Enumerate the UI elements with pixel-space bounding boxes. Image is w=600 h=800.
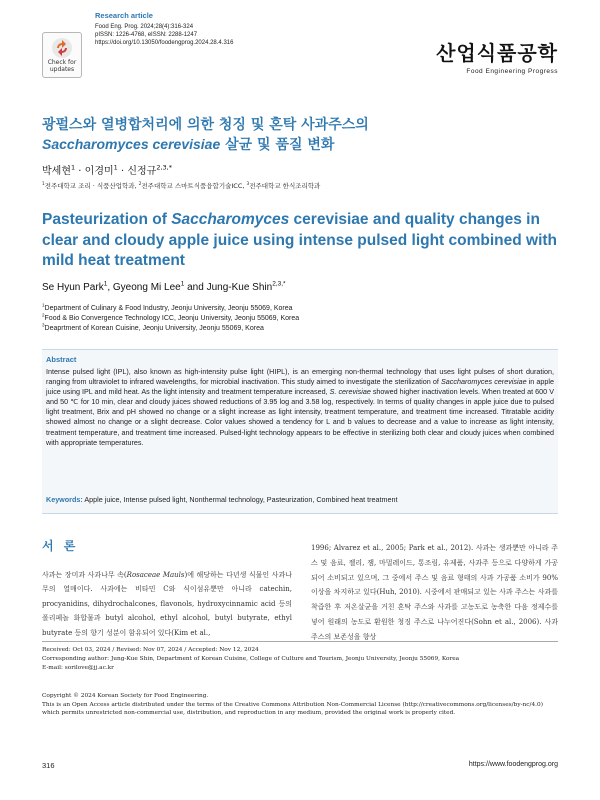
- affil-ko-1: 전주대학교 조리 · 식품산업학과,: [44, 182, 139, 190]
- author-en-1: Se Hyun Park: [42, 282, 104, 293]
- abstract-species-2: S. cerevisiae: [329, 387, 371, 397]
- journal-name-en: Food Engineering Progress: [466, 68, 558, 75]
- affil-en-sup-2: 2: [42, 312, 45, 318]
- author-ko-2: 이경미: [84, 166, 114, 177]
- intro-left-part2: )에 해당하는 다년생 식물인 사과나무의 열매이다. 사과에는 비타민 C와 식이섬유뿐만 아니라 catechin, procyanidins, dihydrochalcones, flavonols, hydroxycinnamic acid 등의 폴리페놀 화합물과 butyl alcohol, ethyl alcohol, butyl butyrate, ethyl butyrate 등의 향기 성분이 함유되어 있다(Kim et al.,: [42, 571, 292, 637]
- journal-logo-ko: 산업식품공학: [436, 41, 558, 65]
- abstract-part3: showed higher inactivation levels. When treated at 600 V and 50 ℃ for 10 min, clear and cloudy juices showed reductions of 3.95 log and 3.58 log, respectively. In terms of quality changes in apple juice due to pulsed light treatment, Brix and pH showed no change or a slight increase as light intensity, treatment temperature, and treatment time increased. Titratable acidity showed almost no change or a slight decrease. Color values showed a tendency for L and b values to decrease and a value to increase as light intensity, treatment temperature, and treatment time increased. Pulsed-light technology appears to be effective in sterilizing both clear and cloudy juices when combined with appropriate temperatures.: [46, 387, 554, 447]
- affil-en-2: [42, 314, 299, 324]
- page-number: 316: [42, 761, 55, 770]
- keywords: [46, 495, 397, 504]
- authors-english: [42, 282, 286, 293]
- affil-ko-sup-2: 2: [138, 180, 142, 186]
- author-sep: ·: [75, 166, 85, 177]
- author-ko-1: 박세현: [42, 166, 71, 177]
- affil-ko-2: 전주대학교 스마트식품융합기술ICC,: [141, 182, 247, 190]
- authors-korean: [42, 162, 172, 177]
- abstract-species-1: Saccharomyces cerevisiae: [440, 377, 527, 387]
- affil-en-text-1: Department of Culinary & Food Industry, Jeonju University, Jeonju 55069, Korea: [44, 305, 293, 312]
- intro-left-part1: 사과는 장미과 사과나무 속(: [42, 571, 127, 579]
- author-en-3: Jung-Kue Shin: [206, 282, 273, 293]
- affil-en-sup-3: 3: [42, 322, 45, 328]
- author-en-1-sup: 1: [103, 280, 108, 288]
- license-text: This is an Open Access article distributed under the terms of the Creative Commons Attribution Non-Commercial License (http://creativecommons.org/licenses/by-nc/4.0) which permits unrestricted non-commercial use, distribution, and reproduction in any medium, provided the original work is properly cited.: [42, 701, 543, 717]
- affil-en-text-3: Deaprtment of Korean Cuisine, Jeonju University, Jeonju 55069, Korea: [44, 325, 264, 332]
- affil-ko-3: 전주대학교 한식조리학과: [249, 182, 321, 190]
- author-sep: ·: [117, 166, 128, 177]
- author-en-2-sup: 1: [180, 280, 185, 288]
- doi-link[interactable]: https://doi.org/10.13050/foodengprog.2024.28.4.316: [95, 40, 234, 46]
- badge-label: Check for updates: [47, 59, 77, 73]
- affil-ko-sup-3: 3: [246, 180, 250, 186]
- affiliations-korean: [42, 181, 320, 190]
- abstract-part1: Intense pulsed light (IPL), also known as high-intensity pulse light (HIPL), is an emerging non-thermal technology that uses light pulses of short duration, ranging from ultraviolet to infrared wavelengths, for microbial inactivation. This study aimed to investigate the sterilization of: [46, 367, 554, 387]
- keywords-list: Apple juice, Intense pulsed light, Nonthermal technology, Pasteurization, Combined heat treatment: [82, 495, 398, 504]
- abstract-text: [46, 367, 554, 448]
- footer-divider: [42, 641, 558, 642]
- copyright-line: Copyright © 2024 Korean Society for Food Engineering.: [42, 693, 209, 699]
- title-en-part1: Pasteurization of: [42, 211, 172, 228]
- abstract-heading: Abstract: [46, 355, 77, 364]
- intro-column-left: [42, 568, 292, 640]
- title-en-species: Saccharomyces: [171, 211, 290, 228]
- bookmark-update-icon: [51, 37, 73, 59]
- author-ko-3: 신정규: [127, 166, 157, 177]
- check-for-updates-badge[interactable]: [42, 32, 82, 78]
- affiliations-english: [42, 304, 299, 334]
- corresponding-email[interactable]: E-mail: sorilove@jj.ac.kr: [42, 665, 114, 671]
- affil-en-text-2: Food & Bio Convergence Technology ICC, Jeonju University, Jeonju 55069, Korea: [44, 315, 300, 322]
- intro-column-right: 1996; Alvarez et al., 2005; Park et al., 2012). 사과는 생과뿐만 아니라 주스 및 음료, 젤리, 잼, 마멀레이드, 통조림, 유제품, 사과주 등으로 다양하게 가공되어 소비되고 있으며, 그 중에서 주스 및 음료 형태의 사과 가공품 소비가 90% 이상을 차지하고 있다(Huh, 2010). 시중에서 판매되고 있는 사과 주스는 사과를 착즙한 후 저온살균을 거친 혼탁 주스와 사과를 고농도로 농축한 다음 정제수를 넣어 원래의 농도로 환원한 청징 주스로 나누어진다(Sohn et al., 2006). 사과 주스의 보존성을 향상: [311, 544, 558, 641]
- title-ko-line2: 살균 및 품질 변화: [220, 137, 335, 153]
- author-en-and: and: [184, 282, 207, 293]
- journal-website-link[interactable]: https://www.foodengprog.org: [468, 761, 558, 768]
- title-ko-line1: 광펄스와 열병합처리에 의한 청징 및 혼탁 사과주스의: [42, 117, 369, 133]
- title-en-part2: cerevisiae and quality changes in clear and cloudy apple juice using intense pulsed light combined with mild heat treatment: [42, 211, 558, 269]
- citation: Food Eng. Prog. 2024;28(4):316-324: [95, 24, 194, 30]
- copyright-block: [42, 692, 558, 718]
- title-english: [42, 210, 562, 272]
- affil-ko-sup-1: 1: [42, 180, 45, 186]
- corresponding-author: Corresponding author: Jung-Kue Shin, Department of Korean Cuisine, College of Culture and Tourism, Jeonju University, Jeonju 55069, Korea: [42, 656, 460, 662]
- author-en-2: Gyeong Mi Lee: [112, 282, 181, 293]
- title-ko-species: Saccharomyces cerevisiae: [42, 136, 221, 152]
- affil-en-sup-1: 1: [42, 302, 45, 308]
- journal-meta: [95, 12, 233, 47]
- affil-en-3: [42, 324, 299, 334]
- intro-left-taxon: Rosaceae Mauls: [126, 571, 185, 579]
- abstract-part2: in apple juice using IPL and mild heat. As the light intensity and treatment temperature increased,: [46, 377, 554, 397]
- author-ko-2-sup: 1: [113, 163, 118, 172]
- article-type: Research article: [95, 11, 153, 20]
- article-dates: Received: Oct 03, 2024 / Revised: Nov 07, 2024 / Accepted: Nov 12, 2024: [42, 647, 259, 653]
- footer-info: [42, 646, 558, 673]
- author-ko-3-sup: 2,3,*: [156, 163, 172, 172]
- title-korean: [42, 116, 562, 155]
- author-ko-1-sup: 1: [70, 163, 76, 172]
- author-en-3-sup: 2,3,*: [272, 280, 286, 288]
- affil-en-1: [42, 304, 299, 314]
- abstract-box: [42, 349, 558, 514]
- author-en-sep: ,: [107, 282, 113, 293]
- keywords-label: Keywords:: [46, 495, 83, 504]
- section-heading-intro: 서 론: [42, 539, 79, 553]
- issn: pISSN: 1226-4768, eISSN: 2288-1247: [95, 32, 198, 38]
